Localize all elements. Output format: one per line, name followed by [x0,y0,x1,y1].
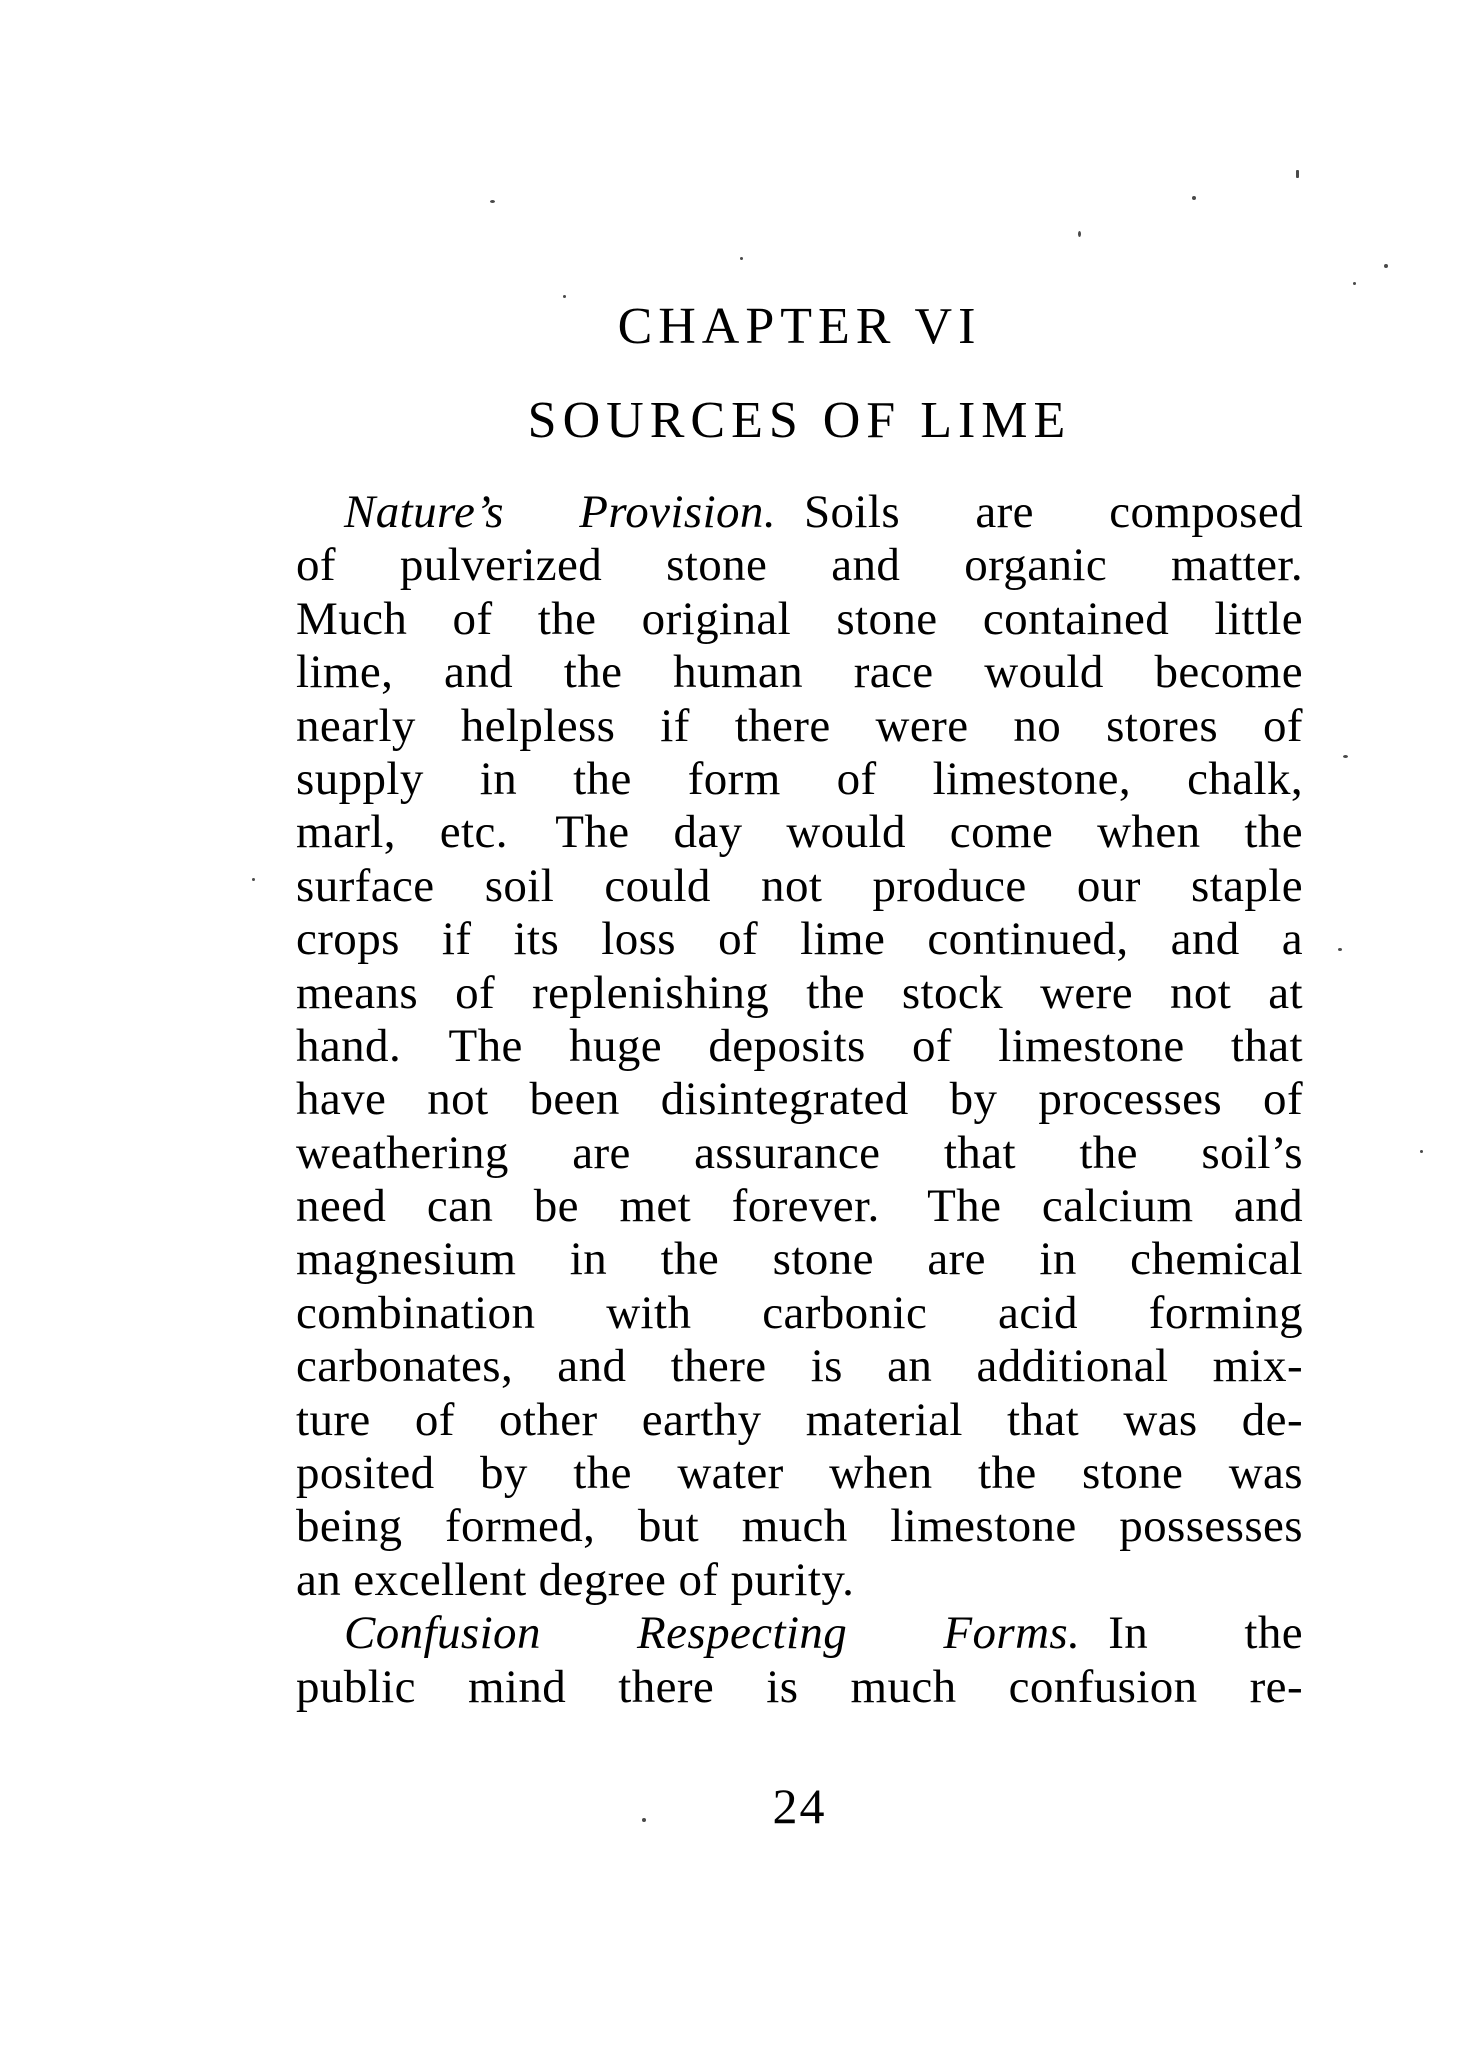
body-line: ture of other earthy material that was de- [296,1393,1303,1446]
chapter-heading: CHAPTER VI [617,298,982,355]
scan-speck [642,1818,646,1822]
scan-speck [490,200,495,203]
paragraph-last-line: an excellent degree of purity. [296,1553,855,1606]
body-line: weathering are assurance that the soil’s [296,1126,1303,1179]
scan-speck [1338,948,1342,951]
body-line: marl, etc. The day would come when the [296,806,1303,859]
paragraph-first-line [296,486,1303,539]
body-line: supply in the form of limestone, chalk, [296,752,1303,805]
body-line: lime, and the human race would become [296,646,1303,699]
body-line: carbonates, and there is an additional mix- [296,1340,1303,1393]
paragraph-first-line [296,1607,1303,1660]
section-title: SOURCES OF LIME [527,392,1072,449]
paragraph-lead-italic: Confusion Respecting Forms. [344,1607,1081,1660]
scan-speck [1384,264,1388,268]
body-line: nearly helpless if there were no stores of [296,699,1303,752]
body-line: hand. The huge deposits of limestone that [296,1019,1303,1072]
body-line: crops if its loss of lime continued, and a [296,913,1303,966]
paragraph-lead-italic: Nature’s Provision. [344,486,776,538]
body-line: have not been disintegrated by processes of [296,1073,1303,1126]
body-line: posited by the water when the stone was [296,1447,1303,1500]
page-number: 24 [772,1777,827,1834]
scan-speck [1420,1150,1423,1153]
body-line: means of replenishing the stock were not at [296,966,1303,1019]
scan-speck [1078,231,1081,237]
scan-speck [1296,170,1299,178]
line-text: In the [1108,1607,1303,1660]
body-line: being formed, but much limestone possesses [296,1500,1303,1553]
text-block [296,0,1303,1832]
scan-speck [1343,755,1348,758]
body-line: Much of the original stone contained little [296,592,1303,645]
scan-speck [740,257,743,260]
line-text: Soils are composed [803,486,1303,538]
scan-speck [252,878,255,881]
scan-speck [1192,196,1196,200]
body-line: public mind there is much confusion re- [296,1660,1303,1713]
body-line: magnesium in the stone are in chemical [296,1233,1303,1286]
body-line: surface soil could not produce our staple [296,859,1303,912]
body-line: combination with carbonic acid forming [296,1286,1303,1339]
body-text [296,486,1303,1714]
body-line: need can be met forever. The calcium and [296,1180,1303,1233]
body-line: of pulverized stone and organic matter. [296,539,1303,592]
scan-speck [563,295,566,298]
scan-speck [1353,282,1356,285]
